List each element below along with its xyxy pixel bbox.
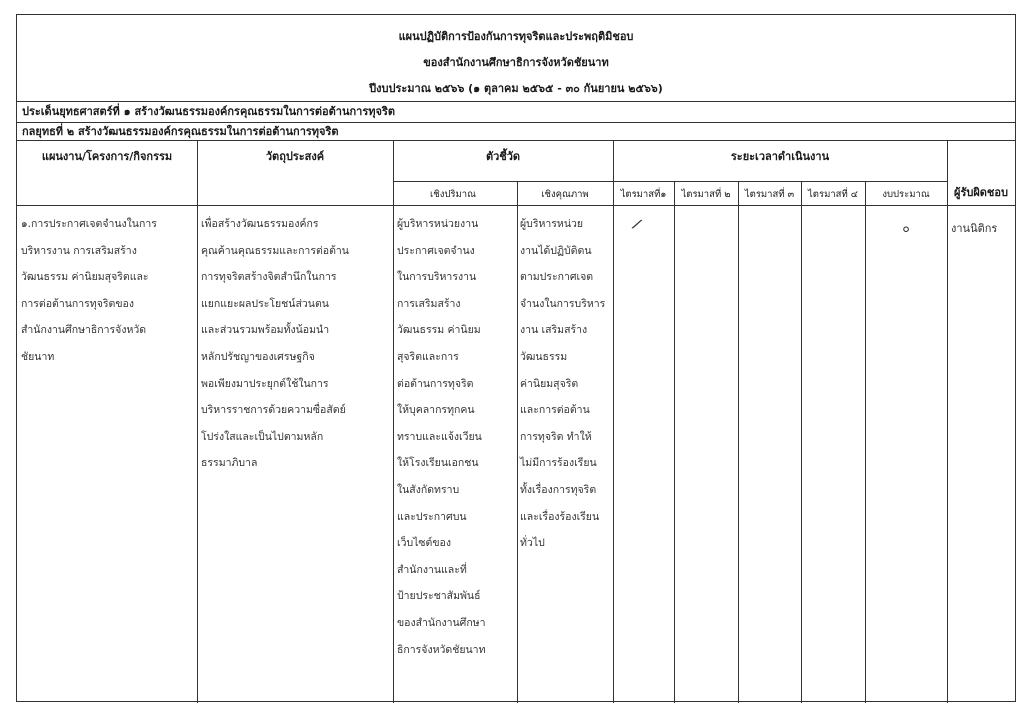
- strategy-issue: ประเด็นยุทธศาสตร์ที่ ๑ สร้างวัฒนธรรมองค์กรคุณธรรมในการต่อต้านการทุจริต: [17, 101, 1015, 123]
- cell-line: เว็บไซต์ของ: [397, 537, 451, 550]
- cell-line: และเรื่องร้องเรียน: [520, 510, 600, 523]
- quantity-cell: [397, 211, 515, 663]
- cell-line: ให้โรงเรียนเอกชน: [397, 457, 479, 470]
- col-divider: [947, 141, 948, 703]
- cell-line: ผู้บริหารหน่วยงาน: [397, 218, 479, 230]
- header-q1: ไตรมาสที่๑: [620, 189, 667, 200]
- objective-cell: [201, 211, 391, 477]
- cell-line: ชัยนาท: [21, 350, 55, 363]
- cell-line: การทุจริตสร้างจิตสำนึกในการ: [201, 271, 337, 284]
- cell-line: ไม่มีการร้องเรียน: [520, 457, 597, 470]
- cell-line: ทั่วไป: [520, 537, 545, 550]
- header-plan: แผนงาน/โครงการ/กิจกรรม: [41, 150, 173, 163]
- document-header: [17, 15, 1015, 102]
- cell-line: บริหารงาน การเสริมสร้าง: [21, 244, 137, 257]
- col-divider: [801, 181, 802, 703]
- cell-line: ของสำนักงานศึกษา: [397, 616, 486, 629]
- q1-check-mark: /: [630, 216, 644, 232]
- header-quality: เชิงคุณภาพ: [541, 189, 589, 200]
- header-indicators: ตัวชี้วัด: [485, 150, 521, 163]
- col-divider: [393, 141, 394, 703]
- cell-line: สำนักงานและที่: [397, 563, 467, 576]
- col-divider: [865, 181, 866, 703]
- cell-line: ทั้งเรื่องการทุจริต: [520, 483, 597, 496]
- header-quantity: เชิงปริมาณ: [430, 189, 476, 200]
- col-divider: [613, 141, 614, 703]
- cell-line: ๑.การประกาศเจตจำนงในการ: [21, 218, 157, 230]
- header-title: แผนปฏิบัติการป้องกันการทุจริตและประพฤติมิชอบ: [398, 30, 634, 43]
- cell-line: และประกาศบน: [397, 510, 467, 523]
- cell-line: สุจริตและการ: [397, 350, 459, 363]
- cell-line: จำนงในการบริหาร: [520, 297, 606, 310]
- cell-line: เพื่อสร้างวัฒนธรรมองค์กร: [201, 218, 319, 230]
- action-plan-sheet: [16, 14, 1016, 702]
- cell-line: ป้ายประชาสัมพันธ์: [397, 590, 481, 603]
- header-organization: ของสำนักงานศึกษาธิการจังหวัดชัยนาท: [423, 56, 609, 69]
- header-objective: วัตถุประสงค์: [265, 150, 325, 163]
- cell-line: ธิการจังหวัดชัยนาท: [397, 643, 486, 656]
- cell-line: แยกแยะผลประโยชน์ส่วนตน: [201, 297, 329, 310]
- cell-line: วัฒนธรรม: [520, 350, 568, 363]
- cell-line: พอเพียงมาประยุกต์ใช้ในการ: [201, 377, 329, 390]
- header-period: ระยะเวลาดำเนินงาน: [730, 150, 830, 163]
- cell-line: วัฒนธรรม ค่านิยม: [397, 324, 481, 337]
- tactic: กลยุทธที่ ๒ สร้างวัฒนธรรมองค์กรคุณธรรมในการต่อต้านการทุจริต: [17, 123, 1015, 141]
- cell-line: งาน เสริมสร้าง: [520, 324, 588, 337]
- cell-line: และการต่อต้าน: [520, 404, 590, 417]
- cell-line: ตามประกาศเจต: [520, 271, 594, 284]
- cell-line: การต่อต้านการทุจริตของ: [21, 297, 134, 310]
- col-divider: [517, 181, 518, 703]
- cell-line: ต่อต้านการทุจริต: [397, 377, 474, 390]
- cell-line: ธรรมาภิบาล: [201, 457, 258, 470]
- cell-line: วัฒนธรรม ค่านิยมสุจริตและ: [21, 271, 149, 284]
- header-q2: ไตรมาสที่ ๒: [681, 189, 731, 200]
- header-fiscal-year: ปีงบประมาณ ๒๕๖๖ (๑ ตุลาคม ๒๕๖๕ - ๓๐ กันยายน ๒๕๖๖): [369, 82, 663, 95]
- cell-line: คุณค้านคุณธรรมและการต่อต้าน: [201, 244, 349, 257]
- cell-line: การทุจริต ทำให้: [520, 430, 592, 443]
- cell-line: ค่านิยมสุจริต: [520, 377, 579, 390]
- cell-line: โปร่งใสและเป็นไปตามหลัก: [201, 430, 324, 443]
- budget-value: ๐: [902, 221, 910, 235]
- cell-line: หลักปรัชญาของเศรษฐกิจ: [201, 350, 315, 363]
- cell-line: ประกาศเจตจำนง: [397, 244, 475, 257]
- indicator-period-divider: [393, 181, 947, 182]
- cell-line: บริหารราชการด้วยความซื่อสัตย์: [201, 404, 346, 417]
- cell-line: และส่วนรวมพร้อมทั้งน้อมนำ: [201, 324, 330, 337]
- owner-value: งานนิติกร: [951, 222, 998, 235]
- cell-line: งานได้ปฏิบัติตน: [520, 244, 592, 257]
- cell-line: ในการบริหารงาน: [397, 271, 477, 284]
- cell-line: ทราบและแจ้งเวียน: [397, 430, 482, 443]
- header-q3: ไตรมาสที่ ๓: [744, 189, 795, 200]
- cell-line: การเสริมสร้าง: [397, 297, 461, 310]
- header-budget: งบประมาณ: [882, 189, 930, 200]
- col-divider: [197, 141, 198, 703]
- cell-line: ในสังกัดทราบ: [397, 483, 460, 496]
- col-divider: [738, 181, 739, 703]
- cell-line: ให้บุคลากรทุกคน: [397, 404, 475, 417]
- cell-line: ผู้บริหารหน่วย: [520, 218, 584, 230]
- quality-cell: [520, 211, 612, 557]
- cell-line: สำนักงานศึกษาธิการจังหวัด: [21, 324, 147, 337]
- header-owner: ผู้รับผิดชอบ: [954, 186, 1008, 199]
- plan-cell: [21, 211, 193, 371]
- header-q4: ไตรมาสที่ ๔: [808, 189, 858, 200]
- col-divider: [674, 181, 675, 703]
